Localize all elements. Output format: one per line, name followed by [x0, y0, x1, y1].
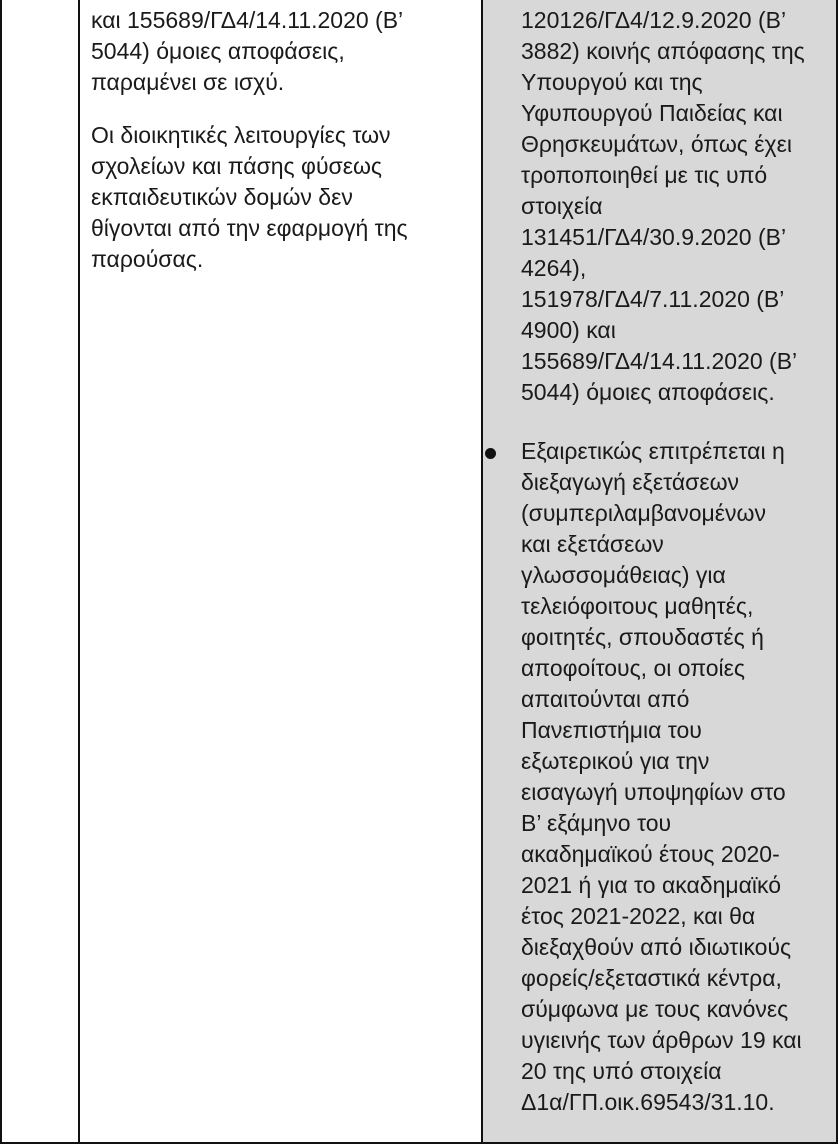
- table-border-col2: [481, 0, 483, 1144]
- text-line: Θρησκευμάτων, όπως έχει: [521, 131, 792, 157]
- text-line: και 155689/ΓΔ4/14.11.2020 (Β’: [91, 7, 404, 33]
- middle-column-text: [91, 5, 471, 275]
- text-line: διεξαχθούν από ιδιωτικούς: [521, 934, 792, 960]
- text-line: 4264),: [521, 255, 587, 281]
- text-line: παραμένει σε ισχύ.: [91, 69, 285, 95]
- text-line: εξωτερικού για την: [521, 748, 710, 774]
- text-line: έτος 2021-2022, και θα: [521, 903, 756, 929]
- text-line: θίγονται από την εφαρμογή της: [91, 215, 408, 241]
- text-line: τροποποιηθεί με τις υπό: [521, 162, 768, 188]
- text-line: (συμπεριλαμβανομένων: [521, 500, 766, 526]
- text-line: φοιτητές, σπουδαστές ή: [521, 624, 764, 650]
- text-line: Εξαιρετικώς επιτρέπεται η: [521, 438, 785, 464]
- table-border-col1: [78, 0, 80, 1144]
- text-line: απαιτούνται από: [521, 686, 690, 712]
- text-line: εισαγωγή υποψηφίων στο: [521, 779, 786, 805]
- text-line: Δ1α/ΓΠ.οικ.69543/31.10.: [521, 1089, 775, 1115]
- text-line: στοιχεία: [521, 193, 603, 219]
- text-line: παρούσας.: [91, 246, 204, 272]
- text-line: 4900) και: [521, 317, 616, 343]
- middle-paragraph-2: [91, 120, 471, 275]
- text-line: 131451/ΓΔ4/30.9.2020 (Β’: [521, 224, 787, 250]
- bullet-icon: [485, 448, 496, 459]
- text-line: εκπαιδευτικών δομών δεν: [91, 184, 353, 210]
- text-line: 155689/ΓΔ4/14.11.2020 (Β’: [521, 348, 798, 374]
- text-line: Β’ εξάμηνο του: [521, 810, 672, 836]
- table-border-left: [0, 0, 2, 1144]
- text-line: 5044) όμοιες αποφάσεις,: [91, 38, 345, 64]
- text-line: φορείς/εξεταστικά κέντρα,: [521, 965, 782, 991]
- text-line: 2021 ή για το ακαδημαϊκό: [521, 872, 782, 898]
- text-line: διεξαγωγή εξετάσεων: [521, 469, 740, 495]
- middle-paragraph-1: [91, 5, 471, 98]
- right-column-text: [521, 5, 831, 408]
- text-line: σύμφωνα με τους κανόνες: [521, 996, 789, 1022]
- text-line: τελειόφοιτους μαθητές,: [521, 593, 754, 619]
- text-line: αποφοίτους, οι οποίες: [521, 655, 745, 681]
- table-border-bottom: [0, 1142, 838, 1144]
- text-line: σχολείων και πάσης φύσεως: [91, 153, 383, 179]
- bullet-item: [521, 436, 831, 1118]
- text-line: Οι διοικητικές λειτουργίες των: [91, 122, 391, 148]
- text-line: και εξετάσεων: [521, 531, 664, 557]
- text-line: Υπουργού και της: [521, 69, 703, 95]
- text-line: γλωσσομάθειας) για: [521, 562, 726, 588]
- right-paragraph-1: [521, 5, 831, 408]
- text-line: 20 της υπό στοιχεία: [521, 1058, 722, 1084]
- text-line: 151978/ΓΔ4/7.11.2020 (Β’: [521, 286, 785, 312]
- text-line: 3882) κοινής απόφασης της: [521, 38, 805, 64]
- text-line: 5044) όμοιες αποφάσεις.: [521, 379, 775, 405]
- text-line: ακαδημαϊκού έτους 2020-: [521, 841, 780, 867]
- text-line: Υφυπουργού Παιδείας και: [521, 100, 783, 126]
- text-line: υγιεινής των άρθρων 19 και: [521, 1027, 802, 1053]
- text-line: 120126/ΓΔ4/12.9.2020 (Β’: [521, 7, 787, 33]
- text-line: Πανεπιστήμια του: [521, 717, 702, 743]
